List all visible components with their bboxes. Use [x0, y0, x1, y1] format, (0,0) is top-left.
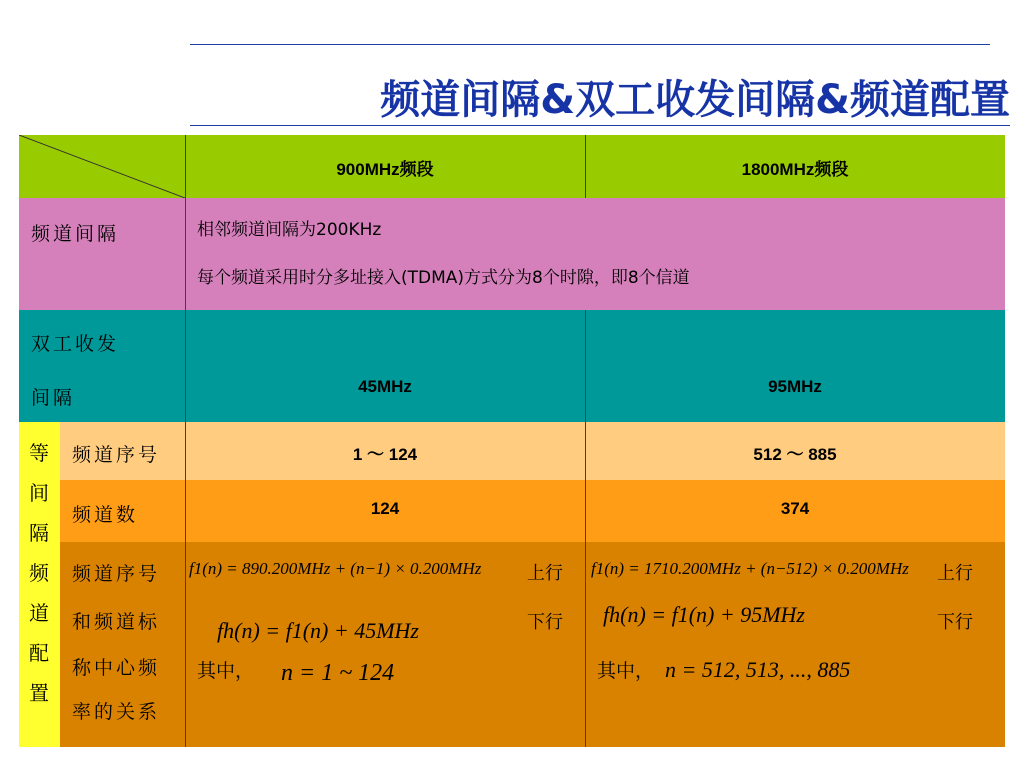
- downlink-label-900: 下行: [527, 612, 563, 633]
- header-1800mhz-band: 1800MHz频段: [741, 160, 849, 179]
- config-group-char: 隔: [29, 521, 49, 545]
- channel-count-1800: 374: [780, 499, 810, 518]
- channel-range-900: n = 1 ~ 124: [281, 660, 395, 686]
- uplink-formula-900: f1(n) = 890.200MHz + (n−1) × 0.200MHz: [189, 559, 482, 578]
- spacing-row: [19, 198, 1005, 310]
- downlink-formula-1800: fh(n) = f1(n) + 95MHz: [603, 602, 805, 627]
- spacing-text-2: 每个频道采用时分多址接入(TDMA)方式分为8个时隙，即8个信道: [197, 268, 690, 288]
- config-group-char: 间: [29, 481, 49, 505]
- channel-seq-label: 频道序号: [72, 444, 161, 466]
- duplex-row: [19, 310, 1005, 422]
- uplink-label-1800: 上行: [937, 563, 973, 584]
- config-group-char: 道: [29, 601, 49, 625]
- top-rule: [190, 44, 990, 45]
- where-label-1800: 其中，: [597, 660, 655, 682]
- uplink-formula-1800: f1(n) = 1710.200MHz + (n−512) × 0.200MHz: [591, 559, 909, 578]
- grid-line: [585, 310, 586, 747]
- corner-diagonal: [19, 135, 185, 198]
- duplex-label-1: 双工收发: [31, 333, 120, 355]
- where-label-900: 其中，: [197, 660, 255, 682]
- slide-title: 频道间隔&双工收发间隔&频道配置: [380, 77, 1010, 123]
- downlink-label-1800: 下行: [937, 612, 973, 633]
- downlink-formula-900: fh(n) = f1(n) + 45MHz: [217, 618, 419, 643]
- config-group-char: 等: [29, 441, 49, 465]
- channel-count-label: 频道数: [72, 504, 139, 526]
- config-group-label: [19, 433, 59, 713]
- relation-label-1: 频道序号: [72, 563, 161, 585]
- channel-seq-900: 1 ～ 124: [352, 445, 418, 464]
- duplex-label-2: 间隔: [31, 387, 76, 409]
- config-group-char: 频: [29, 561, 49, 585]
- uplink-label-900: 上行: [527, 563, 563, 584]
- spacing-text-1: 相邻频道间隔为200KHz: [197, 220, 382, 240]
- channel-seq-1800: 512 ～ 885: [753, 445, 837, 464]
- config-group-char: 配: [29, 641, 49, 665]
- frequency-table: [19, 135, 1005, 747]
- channel-range-1800: n = 512, 513, ..., 885: [665, 657, 851, 682]
- channel-count-900: 124: [370, 499, 400, 518]
- relation-label-3: 称中心频: [72, 657, 161, 679]
- header-900mhz-band: 900MHz频段: [336, 160, 434, 179]
- relation-label-2: 和频道标: [72, 611, 161, 633]
- spacing-label: 频道间隔: [31, 223, 120, 245]
- duplex-1800mhz: 95MHz: [768, 377, 822, 396]
- config-group-char: 置: [29, 681, 49, 705]
- duplex-900mhz: 45MHz: [358, 377, 412, 396]
- relation-label-4: 率的关系: [72, 701, 161, 723]
- bottom-rule: [190, 125, 1010, 126]
